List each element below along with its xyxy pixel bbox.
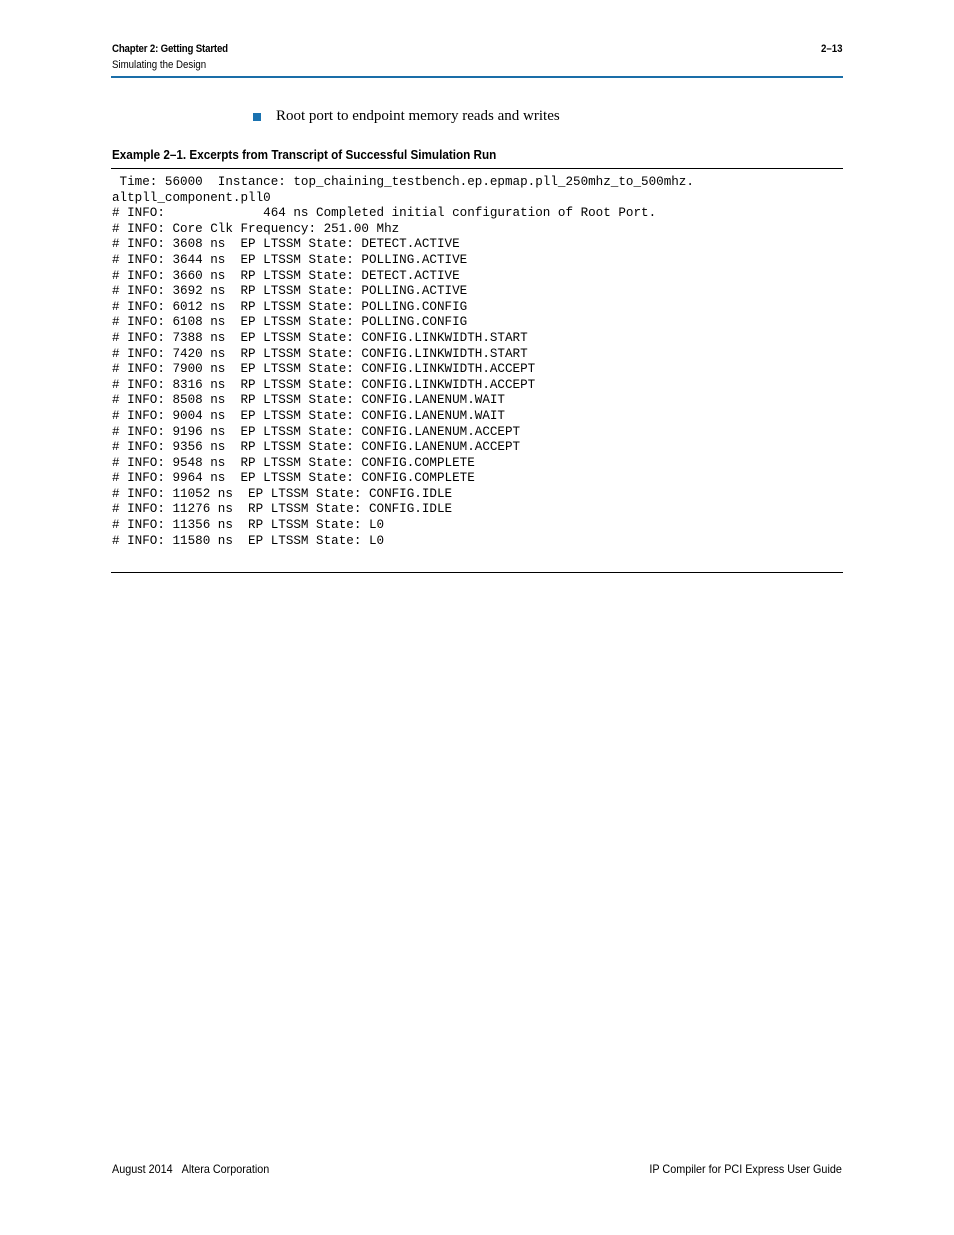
transcript-line: altpll_component.pll0 <box>112 190 271 205</box>
square-bullet-icon <box>253 113 261 121</box>
transcript-line: # INFO: 7900 ns EP LTSSM State: CONFIG.LINKWIDTH.ACCEPT <box>112 362 536 377</box>
footer-company: Altera Corporation <box>181 1162 270 1176</box>
transcript-line: # INFO: 464 ns Completed initial configuration of Root Port. <box>112 206 657 221</box>
example-top-rule <box>111 168 843 169</box>
transcript-line: # INFO: 6012 ns RP LTSSM State: POLLING.CONFIG <box>112 299 468 314</box>
footer-document-title: IP Compiler for PCI Express User Guide <box>649 1162 842 1176</box>
transcript-line: # INFO: 3608 ns EP LTSSM State: DETECT.ACTIVE <box>112 237 460 252</box>
transcript-line: # INFO: 11276 ns RP LTSSM State: CONFIG.IDLE <box>112 502 453 517</box>
chapter-title: Chapter 2: Getting Started <box>112 43 228 55</box>
transcript-line: # INFO: 3660 ns RP LTSSM State: DETECT.ACTIVE <box>112 268 460 283</box>
transcript-line: # INFO: 9548 ns RP LTSSM State: CONFIG.COMPLETE <box>112 455 475 470</box>
footer-left <box>112 1162 269 1176</box>
transcript-line: # INFO: Core Clk Frequency: 251.00 Mhz <box>112 221 400 236</box>
footer-date: August 2014 <box>112 1162 173 1176</box>
transcript-line: # INFO: 9196 ns EP LTSSM State: CONFIG.LANENUM.ACCEPT <box>112 424 521 439</box>
transcript-line: # INFO: 7420 ns RP LTSSM State: CONFIG.LINKWIDTH.START <box>112 346 528 361</box>
transcript-line: # INFO: 9004 ns EP LTSSM State: CONFIG.LANENUM.WAIT <box>112 408 505 423</box>
bullet-text: Root port to endpoint memory reads and writes <box>276 108 560 124</box>
transcript-line: # INFO: 8316 ns RP LTSSM State: CONFIG.LINKWIDTH.ACCEPT <box>112 377 536 392</box>
transcript-line: # INFO: 11580 ns EP LTSSM State: L0 <box>112 533 385 548</box>
transcript-line: # INFO: 6108 ns EP LTSSM State: POLLING.CONFIG <box>112 315 468 330</box>
example-bottom-rule <box>111 572 843 573</box>
transcript-line: # INFO: 9964 ns EP LTSSM State: CONFIG.COMPLETE <box>112 471 475 486</box>
transcript-line: # INFO: 3644 ns EP LTSSM State: POLLING.ACTIVE <box>112 252 468 267</box>
page-number: 2–13 <box>820 43 842 55</box>
transcript-line: # INFO: 8508 ns RP LTSSM State: CONFIG.LANENUM.WAIT <box>112 393 505 408</box>
transcript-line: # INFO: 11052 ns EP LTSSM State: CONFIG.IDLE <box>112 486 453 501</box>
section-title: Simulating the Design <box>112 59 207 71</box>
header-divider <box>111 76 843 78</box>
transcript-line: # INFO: 7388 ns EP LTSSM State: CONFIG.LINKWIDTH.START <box>112 330 528 345</box>
transcript-line: Time: 56000 Instance: top_chaining_testbench.ep.epmap.pll_250mhz_to_500mhz. <box>112 175 694 189</box>
transcript-line: # INFO: 11356 ns RP LTSSM State: L0 <box>112 518 385 533</box>
transcript-line: # INFO: 9356 ns RP LTSSM State: CONFIG.LANENUM.ACCEPT <box>112 440 521 455</box>
transcript-line: # INFO: 3692 ns RP LTSSM State: POLLING.ACTIVE <box>112 284 468 299</box>
bullet-item <box>253 108 560 125</box>
example-title: Example 2–1. Excerpts from Transcript of Successful Simulation Run <box>112 147 497 162</box>
transcript-block <box>112 175 842 549</box>
